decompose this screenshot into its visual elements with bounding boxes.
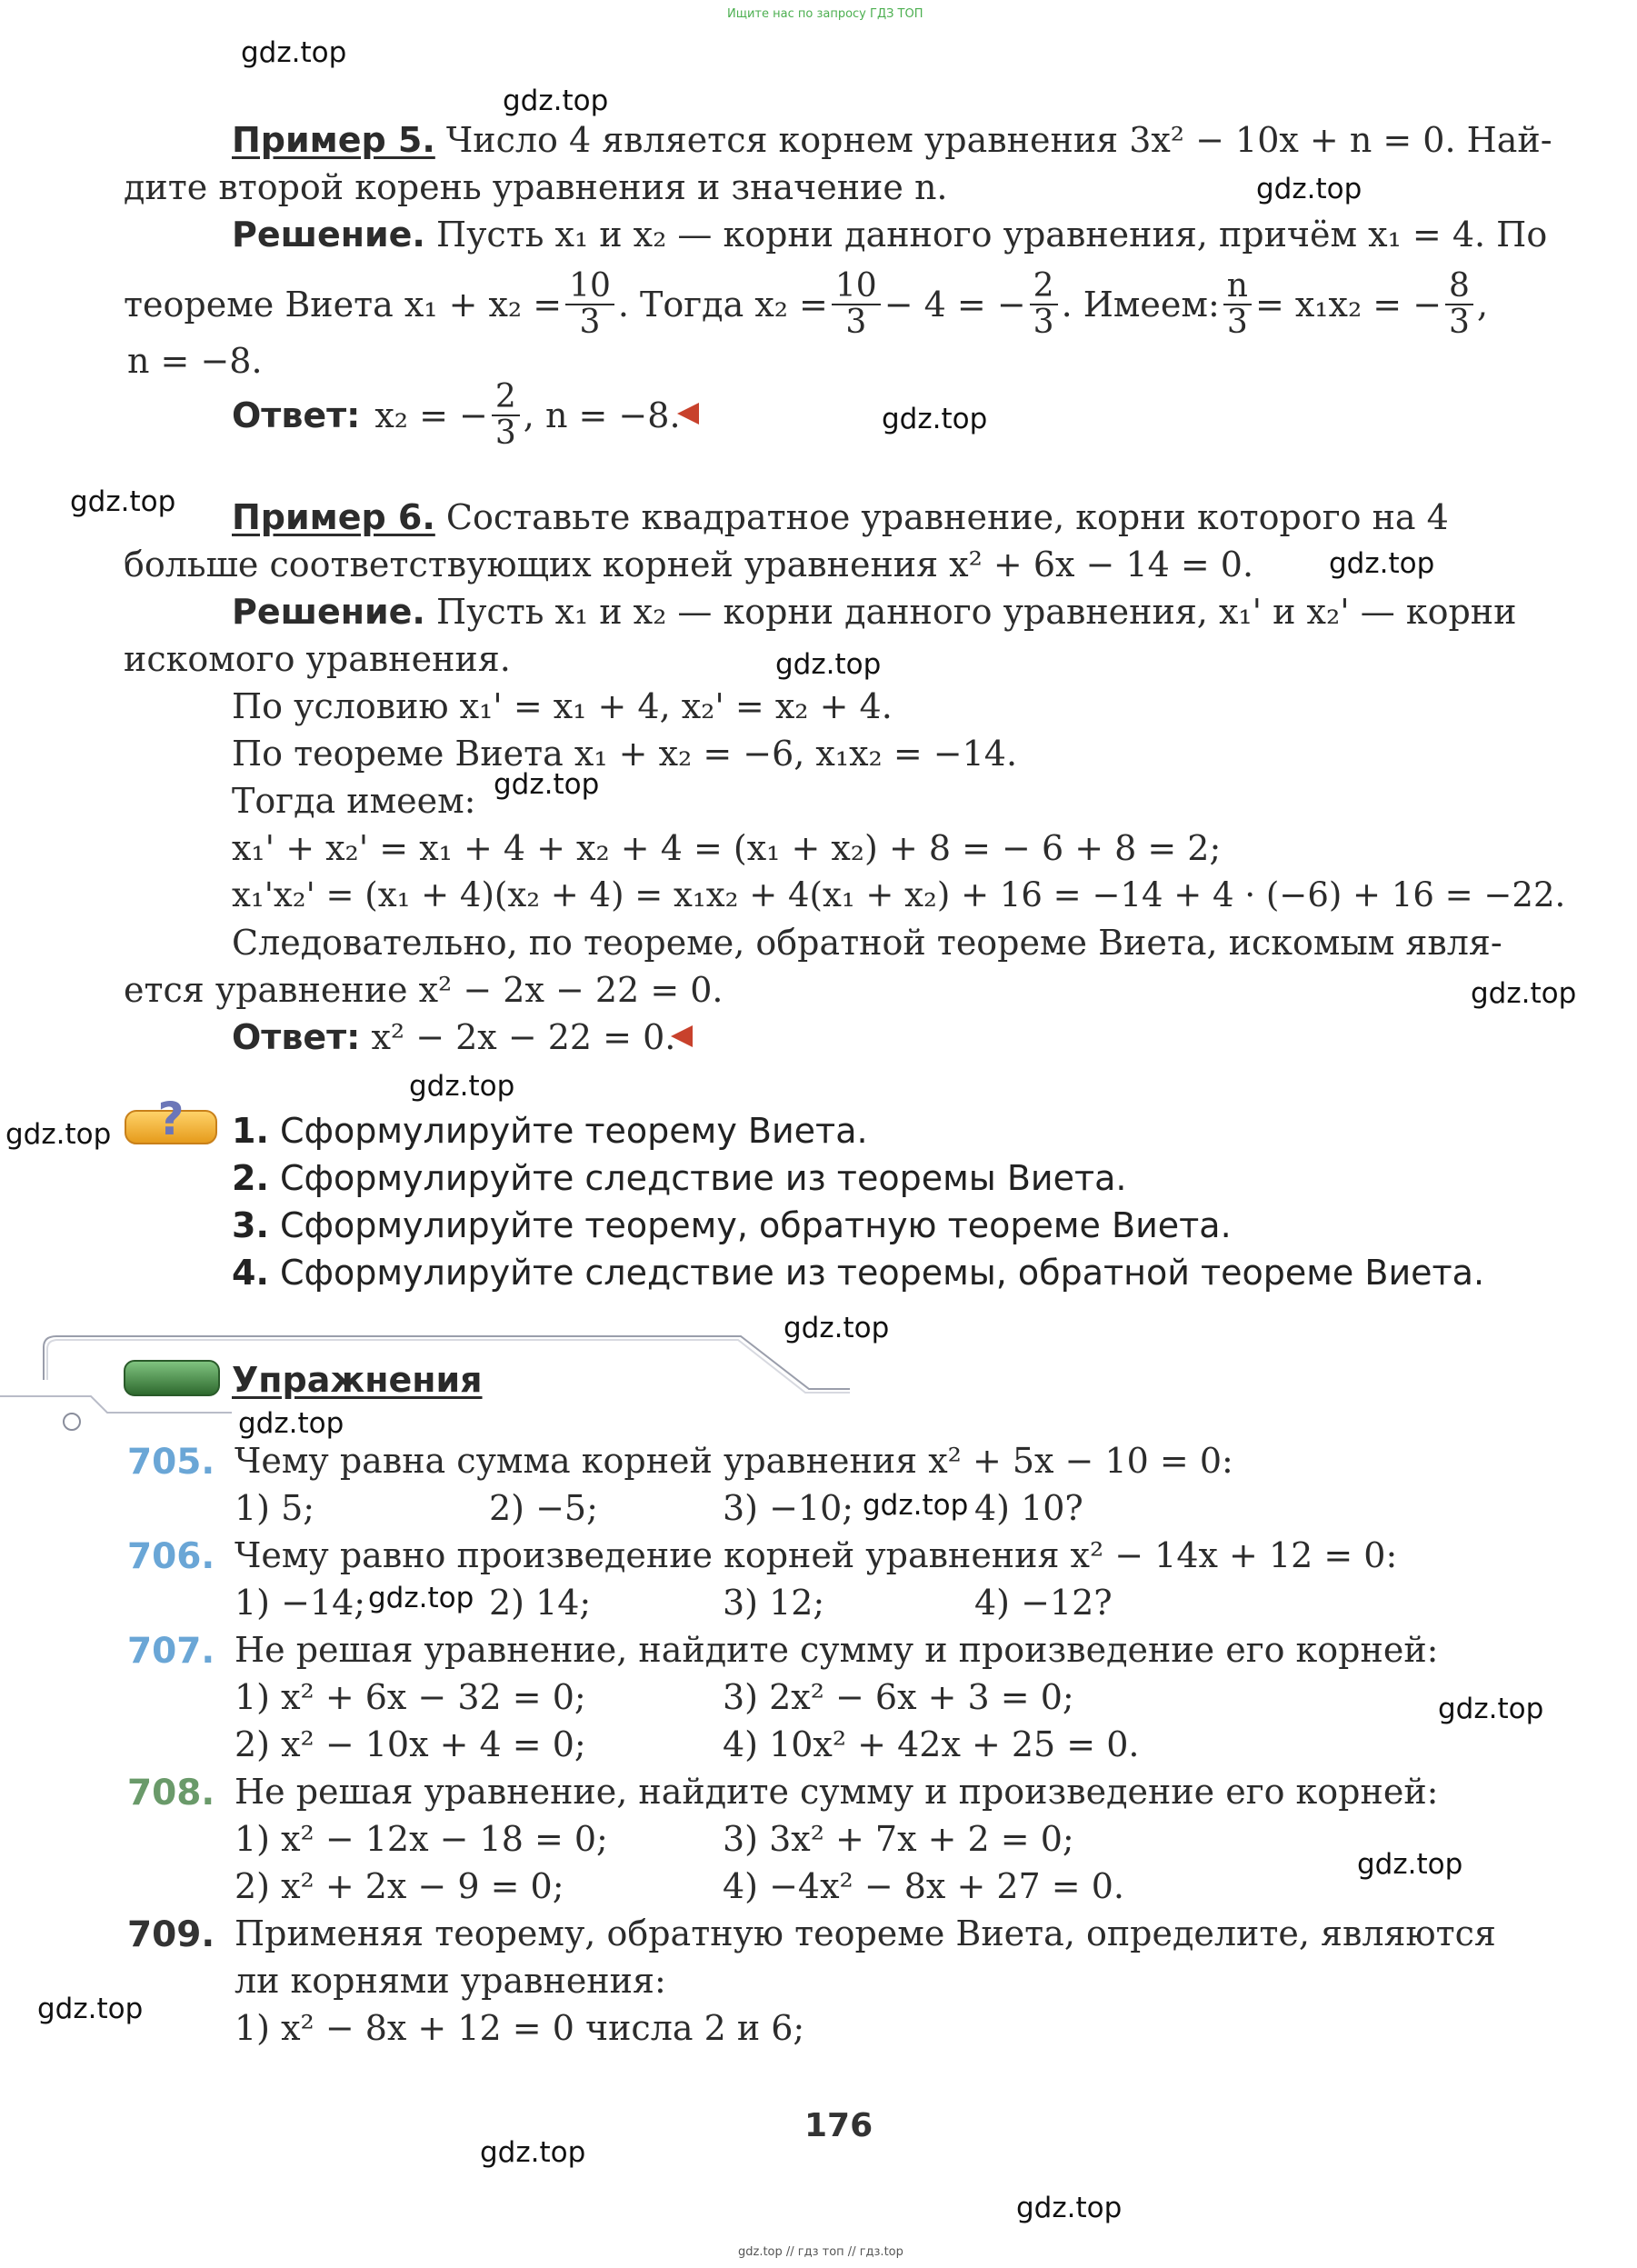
exercise-705-number: 705. (127, 1442, 215, 1483)
example5-solution-label: Решение. (232, 215, 425, 255)
example5-text3: Пусть x₁ и x₂ — корни данного уравнения, причём x₁ = 4. По (435, 215, 1548, 255)
question-3: 3. Сформулируйте теорему, обратную теореме Виета. (232, 1205, 1232, 1245)
example5-line2: дите второй корень уравнения и значение n. (124, 167, 948, 207)
watermark: gdz.top (480, 2136, 586, 2169)
example5-answer-a: x₂ = − (374, 395, 488, 435)
exercise-705-option-2: 2) −5; (489, 1488, 598, 1528)
example6-line7: Тогда имеем: (232, 781, 476, 821)
exercise-708-number: 708. (127, 1773, 215, 1813)
example5-line1 (232, 120, 1552, 160)
example5-text4e: = x₁x₂ = − (1254, 285, 1442, 325)
example5-text4d: . Имеем: (1061, 285, 1220, 325)
exercise-708-option-3: 3) 3x² + 7x + 2 = 0; (723, 1819, 1074, 1859)
exercises-tab-icon (124, 1360, 220, 1396)
fraction-10-3-b: $\frac{10}{3}$ (832, 269, 881, 340)
example5-label: Пример 5. (232, 120, 435, 160)
exercise-708-option-1: 1) x² − 12x − 18 = 0; (235, 1819, 608, 1859)
exercise-707-option-3: 3) 2x² − 6x + 3 = 0; (723, 1677, 1074, 1717)
example6-line1 (232, 497, 1449, 537)
watermark: gdz.top (494, 768, 600, 801)
exercise-707-question: Не решая уравнение, найдите сумму и произведение его корней: (235, 1630, 1439, 1670)
watermark: gdz.top (784, 1312, 890, 1344)
example5-text1: Число 4 является корнем уравнения 3x² − 10x + n = 0. Най- (445, 120, 1552, 160)
example5-text4f: , (1476, 285, 1489, 325)
example6-answer-text: x² − 2x − 22 = 0. (371, 1017, 676, 1057)
watermark: gdz.top (241, 36, 347, 69)
watermark: gdz.top (1471, 977, 1577, 1010)
fraction-8-3: $\frac{8}{3}$ (1445, 269, 1473, 340)
fraction-10-3-a: $\frac{10}{3}$ (565, 269, 614, 340)
watermark: gdz.top (1438, 1693, 1544, 1725)
top-search-note: Ищите нас по запросу ГДЗ ТОП (727, 7, 923, 21)
example6-line8: x₁' + x₂' = x₁ + 4 + x₂ + 4 = (x₁ + x₂) + 8 = − 6 + 8 = 2; (232, 828, 1222, 868)
example6-label: Пример 6. (232, 497, 435, 537)
example6-line10: Следовательно, по теореме, обратной теореме Виета, искомым явля- (232, 923, 1502, 963)
example5-line5: n = −8. (127, 341, 263, 381)
watermark: gdz.top (37, 1993, 144, 2025)
example6-line5: По условию x₁' = x₁ + 4, x₂' = x₂ + 4. (232, 686, 893, 726)
exercise-709-question-line1: Применяя теорему, обратную теореме Виета, определите, являются (235, 1913, 1496, 1953)
end-marker-icon (677, 403, 699, 425)
exercise-709-question-line2: ли корнями уравнения: (235, 1961, 666, 2001)
example5-text4a: теореме Виета x₁ + x₂ = (124, 285, 563, 325)
watermark: gdz.top (503, 85, 609, 117)
fraction-2-3: $\frac{2}{3}$ (1030, 269, 1058, 340)
exercise-706-number: 706. (127, 1536, 215, 1577)
example5-answer-label: Ответ: (232, 395, 361, 435)
exercise-708-question: Не решая уравнение, найдите сумму и произведение его корней: (235, 1772, 1439, 1812)
question-icon (124, 1098, 218, 1147)
footer-note: gdz.top // гдз топ // гдз.top (738, 2245, 903, 2259)
example6-text3: Пусть x₁ и x₂ — корни данного уравнения, x₁' и x₂' — корни (435, 592, 1517, 632)
question-4: 4. Сформулируйте следствие из теоремы, обратной теореме Виета. (232, 1253, 1485, 1293)
example6-line11: ется уравнение x² − 2x − 22 = 0. (124, 970, 724, 1010)
watermark: gdz.top (775, 648, 882, 681)
fraction-answer-2-3: $\frac{2}{3}$ (492, 380, 520, 451)
watermark: gdz.top (238, 1407, 344, 1440)
exercise-709-option-1: 1) x² − 8x + 12 = 0 числа 2 и 6; (235, 2008, 805, 2048)
watermark: gdz.top (1016, 2192, 1123, 2224)
watermark: gdz.top (368, 1582, 474, 1614)
watermark: gdz.top (409, 1070, 515, 1103)
fraction-n-3: $\frac{n}{3}$ (1223, 269, 1252, 340)
exercise-707-option-2: 2) x² − 10x + 4 = 0; (235, 1724, 586, 1764)
exercise-706-option-3: 3) 12; (723, 1583, 825, 1623)
example6-solution-label: Решение. (232, 592, 425, 632)
watermark: gdz.top (1329, 547, 1435, 580)
exercise-708-option-2: 2) x² + 2x − 9 = 0; (235, 1866, 564, 1906)
exercise-705-question: Чему равна сумма корней уравнения x² + 5x − 10 = 0: (235, 1441, 1233, 1481)
watermark: gdz.top (863, 1489, 969, 1522)
exercise-707-option-4: 4) 10x² + 42x + 25 = 0. (723, 1724, 1140, 1764)
watermark: gdz.top (882, 403, 988, 435)
example5-answer-b: , n = −8. (523, 395, 681, 435)
example6-line3 (232, 592, 1517, 632)
example6-line6: По теореме Виета x₁ + x₂ = −6, x₁x₂ = −14. (232, 734, 1018, 774)
exercise-708-option-4: 4) −4x² − 8x + 27 = 0. (723, 1866, 1124, 1906)
example5-line3 (232, 215, 1548, 255)
exercise-706-option-1: 1) −14; (235, 1583, 366, 1623)
exercise-705-option-1: 1) 5; (235, 1488, 315, 1528)
example5-answer (232, 375, 681, 456)
example6-answer-label: Ответ: (232, 1017, 361, 1057)
exercise-707-number: 707. (127, 1631, 215, 1672)
exercise-706-option-4: 4) −12? (974, 1583, 1113, 1623)
exercise-705-option-4: 4) 10? (974, 1488, 1083, 1528)
example6-line9: x₁'x₂' = (x₁ + 4)(x₂ + 4) = x₁x₂ + 4(x₁ + x₂) + 16 = −14 + 4 · (−6) + 16 = −22. (232, 875, 1566, 914)
exercise-707-option-1: 1) x² + 6x − 32 = 0; (235, 1677, 586, 1717)
exercises-title: Упражнения (232, 1360, 483, 1400)
end-marker-icon (671, 1025, 693, 1047)
exercise-705-option-3: 3) −10; (723, 1488, 854, 1528)
example6-answer (232, 1017, 676, 1057)
question-1: 1. Сформулируйте теорему Виета. (232, 1111, 868, 1151)
watermark: gdz.top (5, 1118, 112, 1151)
example5-text4b: . Тогда x₂ = (617, 285, 828, 325)
exercise-709-number: 709. (127, 1914, 215, 1955)
watermark: gdz.top (1256, 173, 1363, 205)
exercise-706-option-2: 2) 14; (489, 1583, 592, 1623)
question-2: 2. Сформулируйте следствие из теоремы Виета. (232, 1158, 1127, 1198)
watermark: gdz.top (70, 485, 176, 518)
example6-line4: искомого уравнения. (124, 639, 511, 679)
example5-line4 (124, 264, 1488, 345)
example5-text4c: − 4 = − (883, 285, 1026, 325)
exercise-706-question: Чему равно произведение корней уравнения x² − 14x + 12 = 0: (235, 1535, 1398, 1575)
page-number: 176 (804, 2107, 873, 2144)
svg-text:?: ? (157, 1098, 185, 1145)
example6-line2: больше соответствующих корней уравнения x² + 6x − 14 = 0. (124, 545, 1254, 584)
example6-text1: Составьте квадратное уравнение, корни которого на 4 (445, 497, 1449, 537)
watermark: gdz.top (1357, 1848, 1463, 1881)
